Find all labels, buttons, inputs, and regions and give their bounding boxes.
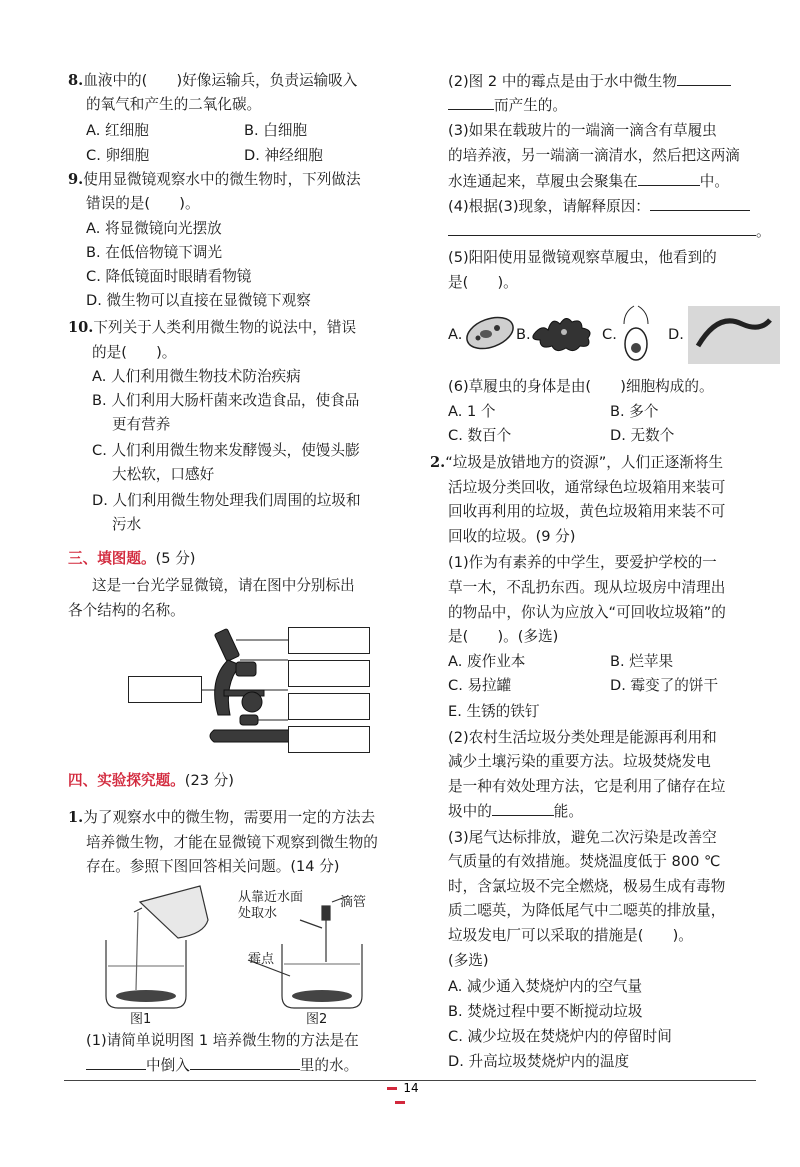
q2-s1-line4: 是( )。(多选) xyxy=(448,628,559,645)
q2-s3-line3: 时，含氯垃圾不完全燃烧，极易生成有毒物 xyxy=(448,878,726,895)
p3-line2: 的培养液，另一端滴一滴清水，然后把这两滴 xyxy=(448,147,740,164)
q2-s3-line2: 气质量的有效措施。焚烧温度低于 800 ℃ xyxy=(448,853,721,870)
p3-line1: (3)如果在载玻片的一端滴一滴含有草履虫 xyxy=(448,122,717,139)
q2-s3-line5: 垃圾发电厂可以采取的措施是( )。 xyxy=(448,927,693,944)
q9-option-b[interactable]: B. 在低倍物镜下调光 xyxy=(86,244,223,261)
paramecium-image xyxy=(464,310,516,356)
q2-s3-option-a[interactable]: A. 减少通入焚烧炉内的空气量 xyxy=(448,978,643,995)
q10-option-c[interactable]: C. 人们利用微生物来发酵馒头，使馒头膨 xyxy=(92,442,360,459)
q8-option-b[interactable]: B. 白细胞 xyxy=(244,122,308,139)
q2-s1-line2: 草一木，不乱扔东西。现从垃圾房中清理出 xyxy=(448,579,726,596)
q2-s3-option-b[interactable]: B. 焚烧过程中要不断搅动垃圾 xyxy=(448,1003,643,1020)
q2-s2-line4: 圾中的 能。 xyxy=(448,803,583,820)
p6-option-d[interactable]: D. 无数个 xyxy=(610,427,675,444)
section-4-heading: 四、实验探究题。(23 分) xyxy=(68,772,234,789)
p6-option-b[interactable]: B. 多个 xyxy=(610,403,659,420)
p5-option-b-label[interactable]: B. xyxy=(516,326,531,343)
q9-option-c[interactable]: C. 降低镜面时眼睛看物镜 xyxy=(86,268,252,285)
q10-option-d[interactable]: D. 人们利用微生物处理我们周围的垃圾和 xyxy=(92,492,361,509)
q2-s1-line3: 的物品中，你认为应放入“可回收垃圾箱”的 xyxy=(448,604,726,621)
p4-line1: (4)根据(3)现象，请解释原因： xyxy=(448,196,750,217)
fig1-caption: 图1 xyxy=(130,1012,152,1027)
q2-s3-line1: (3)尾气达标排放，避免二次污染是改善空 xyxy=(448,829,717,846)
sec3-desc2: 各个结构的名称。 xyxy=(68,602,185,619)
q2-line4: 回收的垃圾。(9 分) xyxy=(448,528,576,545)
q10-option-d-cont: 污水 xyxy=(112,516,142,533)
q10-option-c-cont: 大松软，口感好 xyxy=(112,466,215,483)
fig-label-water-1: 从靠近水面 xyxy=(238,890,304,905)
p5-option-a-label[interactable]: A. xyxy=(448,326,463,343)
q2-line3: 回收再利用的垃圾，黄色垃圾箱用来装不可 xyxy=(448,503,726,520)
fig-label-water-2: 处取水 xyxy=(238,906,278,921)
q10-line2: 的是( )。 xyxy=(92,344,177,361)
p6-line: (6)草履虫的身体是由( )细胞构成的。 xyxy=(448,378,714,395)
page-number: 14 xyxy=(372,1081,428,1109)
p5-line1: (5)阳阳使用显微镜观察草履虫，他看到的 xyxy=(448,249,717,266)
q2-s1-option-c[interactable]: C. 易拉罐 xyxy=(448,677,512,694)
blank-reason-2[interactable] xyxy=(448,221,756,236)
q8-line2: 的氧气和产生的二氧化碳。 xyxy=(86,96,262,113)
amoeba-image xyxy=(530,312,596,352)
q2-s1-line1: (1)作为有素养的中学生，要爱护学校的一 xyxy=(448,554,717,571)
p2-line1: (2)图 2 中的霉点是由于水中微生物 xyxy=(448,71,731,92)
e1-line1: 1.为了观察水中的微生物，需要用一定的方法去 xyxy=(68,809,376,826)
q10-option-b-cont: 更有营养 xyxy=(112,416,171,433)
label-box-right-4[interactable] xyxy=(288,726,370,753)
q2-s2-line2: 减少土壤污染的重要方法。垃圾焚烧发电 xyxy=(448,753,711,770)
e1-line2: 培养微生物，才能在显微镜下观察到微生物的 xyxy=(86,834,378,851)
q2-s2-line1: (2)农村生活垃圾分类处理是能源再利用和 xyxy=(448,729,717,746)
q2-s1-option-d[interactable]: D. 霉变了的饼干 xyxy=(610,677,719,694)
q2-line2: 活垃圾分类回收，通常绿色垃圾箱用来装可 xyxy=(448,479,726,496)
e1-line3: 存在。参照下图回答相关问题。(14 分) xyxy=(86,858,340,875)
q2-line1: 2.“垃圾是放错地方的资源”，人们正逐渐将生 xyxy=(430,454,724,471)
blank-container[interactable] xyxy=(86,1055,146,1070)
chlamydomonas-image xyxy=(620,302,652,366)
blank-microbe-cont[interactable] xyxy=(448,95,494,110)
q2-s3-option-d[interactable]: D. 升高垃圾焚烧炉内的温度 xyxy=(448,1053,630,1070)
q10-line1: 10.下列关于人类利用微生物的说法中，错误 xyxy=(68,319,357,336)
q8-option-d[interactable]: D. 神经细胞 xyxy=(244,147,323,164)
section-3-heading: 三、填图题。(5 分) xyxy=(68,550,196,567)
blank-reason-1[interactable] xyxy=(650,196,750,211)
fig2-caption: 图2 xyxy=(306,1012,328,1027)
p4-line2: 。 xyxy=(448,221,771,242)
p6-option-a[interactable]: A. 1 个 xyxy=(448,403,496,420)
sec3-desc1: 这是一台光学显微镜，请在图中分别标出 xyxy=(92,577,355,594)
q2-s1-option-a[interactable]: A. 废作业本 xyxy=(448,653,526,670)
q2-s3-line4: 质二噁英，为降低尾气中二噁英的排放量， xyxy=(448,902,726,919)
label-box-right-3[interactable] xyxy=(288,693,370,720)
q2-s2-line3: 是一种有效处理方法，它是利用了储存在垃 xyxy=(448,778,726,795)
p5-option-c-label[interactable]: C. xyxy=(602,326,617,343)
e1-p1-line2: 中倒入 里的水。 xyxy=(86,1055,358,1076)
q2-s1-option-b[interactable]: B. 烂苹果 xyxy=(610,653,674,670)
fig-label-dropper: 滴管 xyxy=(340,895,367,910)
blank-gather[interactable] xyxy=(638,171,700,186)
blank-energy[interactable] xyxy=(492,801,554,816)
label-box-right-1[interactable] xyxy=(288,627,370,654)
fig-label-spot: 霉点 xyxy=(248,952,275,967)
q10-option-a[interactable]: A. 人们利用微生物技术防治疾病 xyxy=(92,368,301,385)
q2-s1-option-e[interactable]: E. 生锈的铁钉 xyxy=(448,703,540,720)
label-box-left[interactable] xyxy=(128,676,202,703)
q9-option-a[interactable]: A. 将显微镜向光摆放 xyxy=(86,220,222,237)
label-box-right-2[interactable] xyxy=(288,660,370,687)
blank-water-source[interactable] xyxy=(190,1055,300,1070)
q9-option-d[interactable]: D. 微生物可以直接在显微镜下观察 xyxy=(86,292,311,309)
q8-line1: 8.血液中的( )好像运输兵，负责运输吸入 xyxy=(68,72,358,89)
q10-option-b[interactable]: B. 人们利用大肠杆菌来改造食品，使食品 xyxy=(92,392,360,409)
p2-line2: 而产生的。 xyxy=(448,95,567,116)
p5-option-d-label[interactable]: D. xyxy=(668,326,684,343)
e1-p1-line1: (1)请简单说明图 1 培养微生物的方法是在 xyxy=(86,1032,359,1049)
p6-option-c[interactable]: C. 数百个 xyxy=(448,427,512,444)
euglena-image xyxy=(688,306,780,364)
p3-line3: 水连通起来，草履虫会聚集在 中。 xyxy=(448,173,729,190)
q8-option-a[interactable]: A. 红细胞 xyxy=(86,122,149,139)
q9-line2: 错误的是( )。 xyxy=(86,195,200,212)
blank-microbe[interactable] xyxy=(677,71,731,86)
q2-s3-option-c[interactable]: C. 减少垃圾在焚烧炉内的停留时间 xyxy=(448,1028,672,1045)
q2-s3-line6: (多选) xyxy=(448,952,489,969)
p5-line2: 是( )。 xyxy=(448,274,518,291)
q9-line1: 9.使用显微镜观察水中的微生物时，下列做法 xyxy=(68,171,361,188)
q8-option-c[interactable]: C. 卵细胞 xyxy=(86,147,150,164)
